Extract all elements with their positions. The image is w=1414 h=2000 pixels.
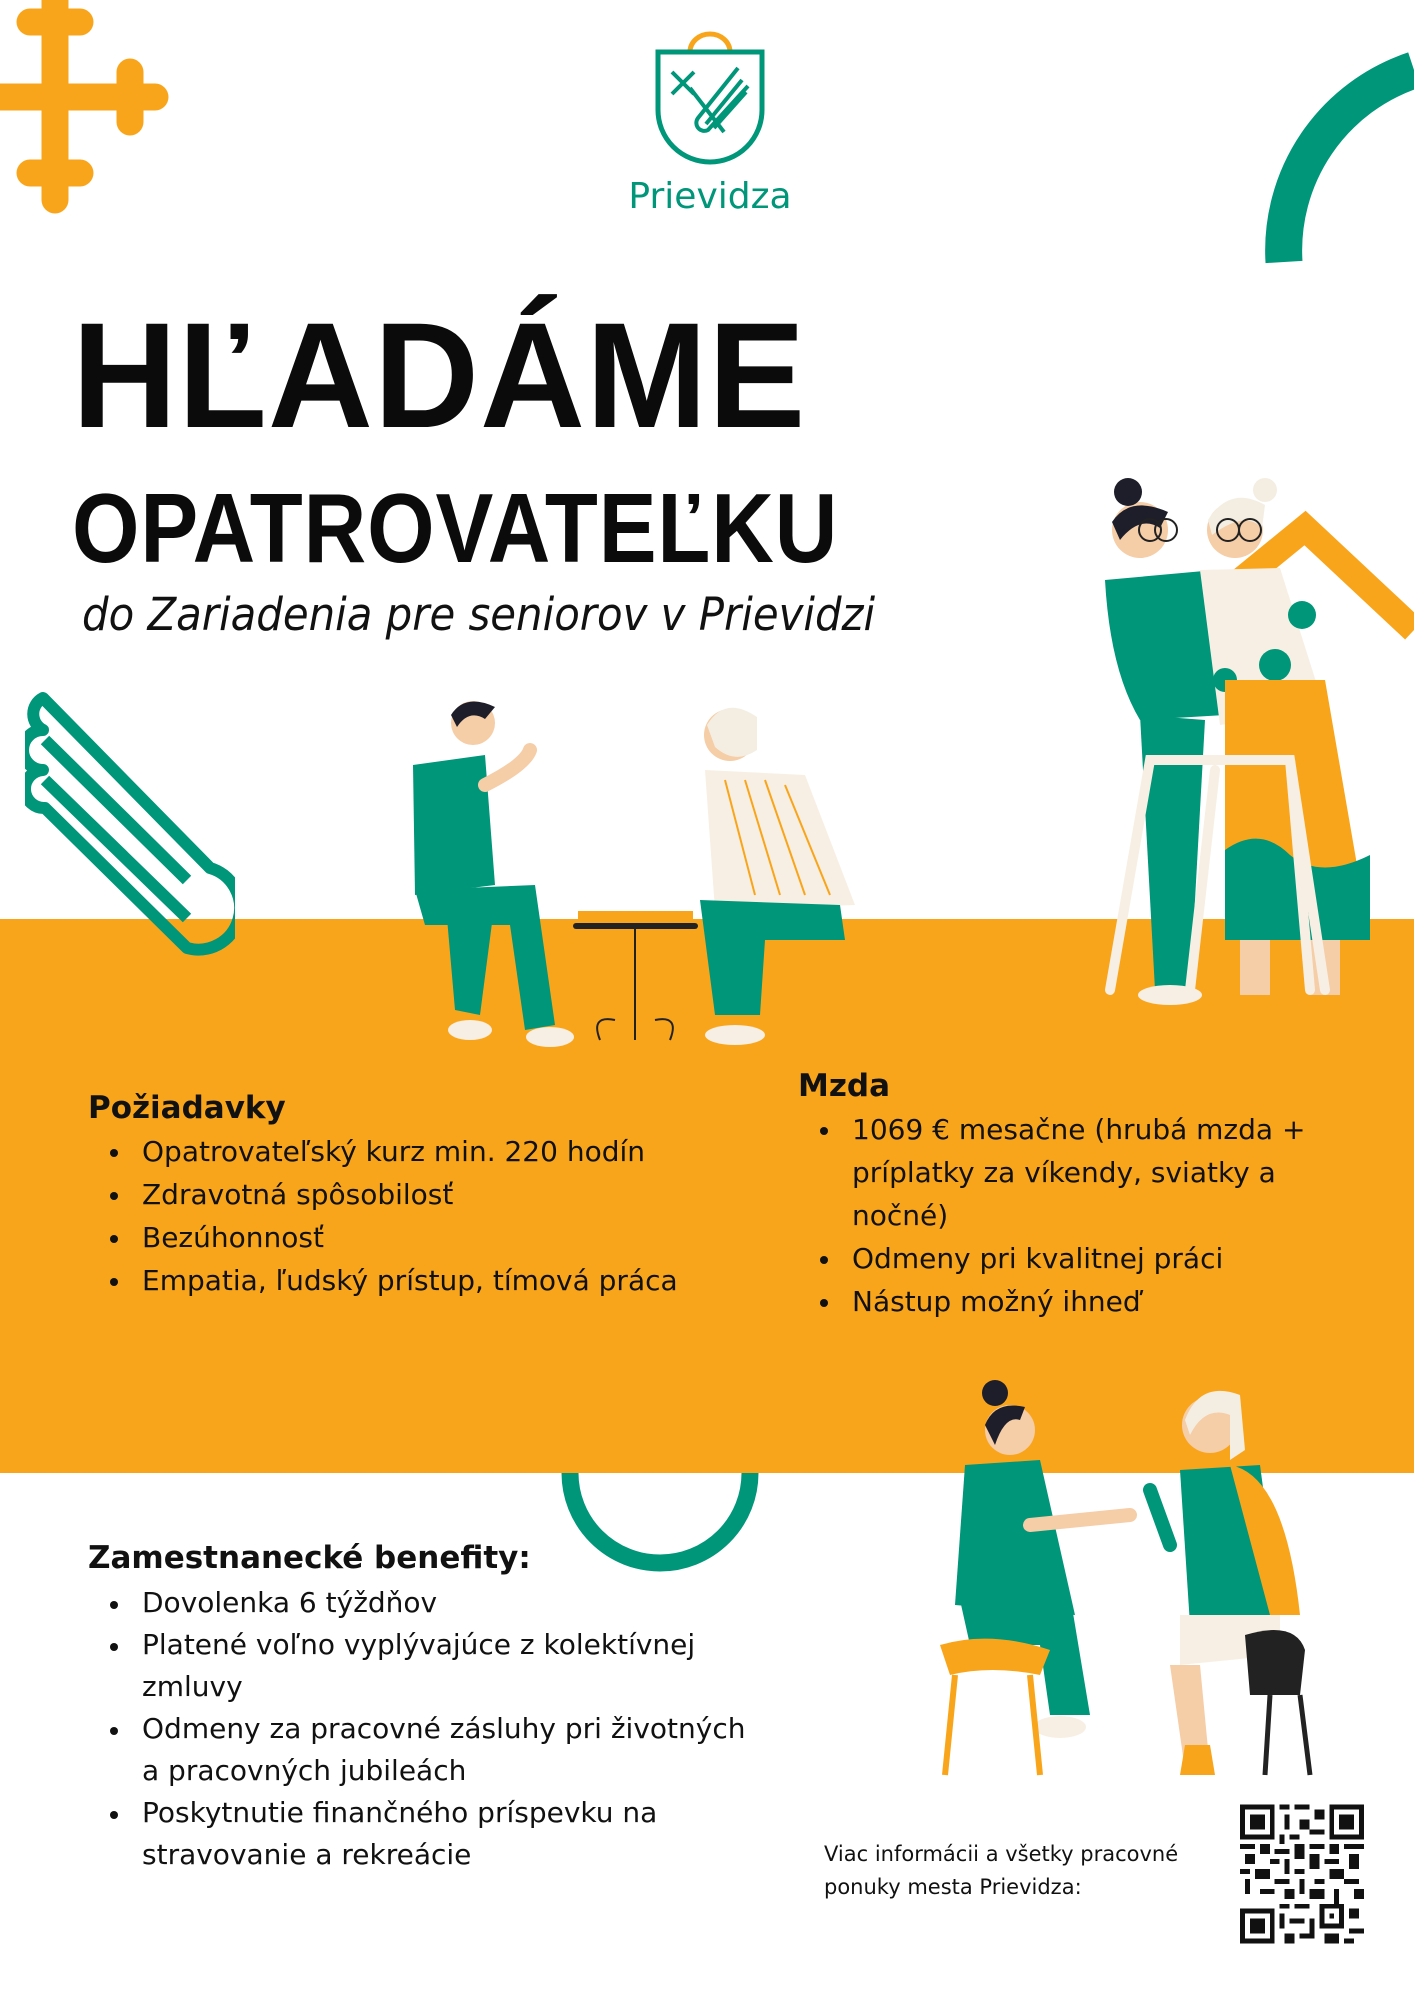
benefit-item: Platené voľno vyplývajúce z kolektívnej zmluvy xyxy=(88,1624,768,1708)
double-cross-icon xyxy=(0,0,180,220)
wage-list xyxy=(798,1108,1318,1323)
benefit-item: Dovolenka 6 týždňov xyxy=(88,1582,768,1624)
more-info-line2: ponuky mesta Prievidza: xyxy=(824,1875,1082,1899)
benefit-item: Odmeny za pracovné zásluhy pri životných a pracovných jubileách xyxy=(88,1708,768,1792)
teal-arc-decoration xyxy=(1240,40,1414,270)
requirement-item: Opatrovateľský kurz min. 220 hodín xyxy=(88,1130,748,1173)
illustration-walker-scene xyxy=(1040,470,1414,1030)
headline-subtitle: do Zariadenia pre seniorov v Prievidzi xyxy=(82,588,876,641)
requirements-section xyxy=(88,1090,748,1302)
benefits-list xyxy=(88,1582,768,1876)
requirements-title: Požiadavky xyxy=(88,1090,286,1126)
prievidza-coat-of-arms-icon xyxy=(650,30,770,170)
illustration-conversation-scene xyxy=(900,1375,1360,1785)
illustration-checkers-scene xyxy=(385,695,875,1055)
wing-icon xyxy=(25,690,235,970)
requirements-list xyxy=(88,1130,748,1302)
logo-text: Prievidza xyxy=(628,176,792,217)
benefit-item: Poskytnutie finančného príspevku na stravovanie a rekreácie xyxy=(88,1792,768,1876)
wage-item: Nástup možný ihneď xyxy=(798,1280,1318,1323)
requirement-item: Bezúhonnosť xyxy=(88,1216,748,1259)
headline-line2: OPATROVATEĽKU xyxy=(72,473,839,583)
requirement-item: Zdravotná spôsobilosť xyxy=(88,1173,748,1216)
wage-item: Odmeny pri kvalitnej práci xyxy=(798,1237,1318,1280)
wage-section xyxy=(798,1068,1318,1323)
qr-code-icon[interactable] xyxy=(1240,1804,1364,1944)
requirement-item: Empatia, ľudský prístup, tímová práca xyxy=(88,1259,748,1302)
wage-item: 1069 € mesačne (hrubá mzda + príplatky za víkendy, sviatky a nočné) xyxy=(798,1108,1318,1237)
wage-title: Mzda xyxy=(798,1068,891,1104)
benefits-section xyxy=(88,1540,768,1876)
benefits-title: Zamestnanecké benefity: xyxy=(88,1540,531,1576)
more-info-line1: Viac informácii a všetky pracovné xyxy=(824,1842,1179,1866)
more-info-text xyxy=(824,1838,1178,1904)
headline-line1: HĽADÁME xyxy=(72,291,807,459)
